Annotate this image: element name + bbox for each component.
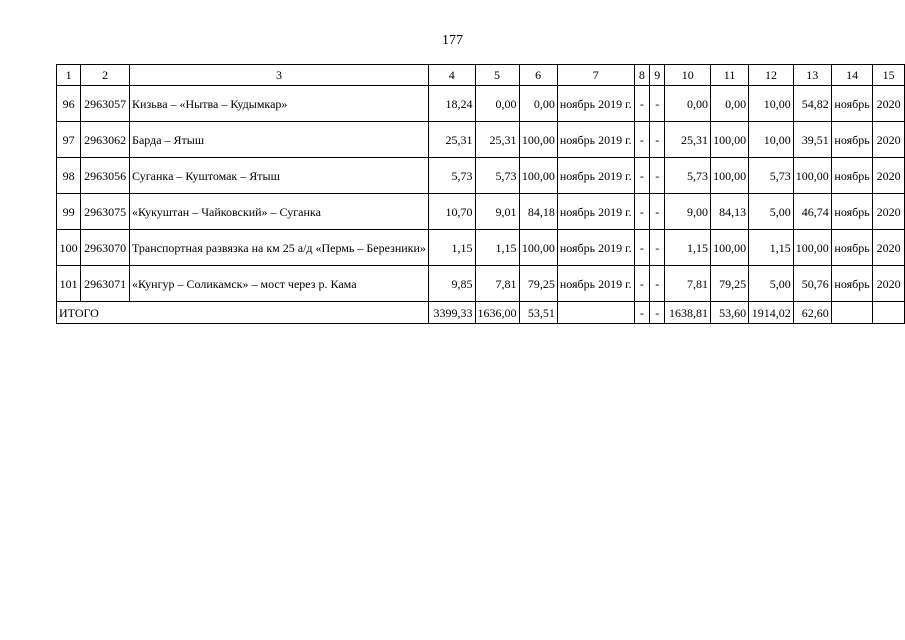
data-table <box>56 64 905 324</box>
cell-value: 9,00 <box>665 194 711 230</box>
total-value: 62,60 <box>793 302 831 324</box>
road-id: 2963056 <box>81 158 130 194</box>
row-number: 100 <box>57 230 81 266</box>
column-header: 3 <box>130 65 429 86</box>
table-row <box>57 230 905 266</box>
row-number: 99 <box>57 194 81 230</box>
column-header: 7 <box>557 65 634 86</box>
cell-value: 25,31 <box>665 122 711 158</box>
column-header: 5 <box>475 65 519 86</box>
cell-month: ноябрь <box>831 122 873 158</box>
road-name: «Кунгур – Соликамск» – мост через р. Кама <box>130 266 429 302</box>
road-name: Суганка – Куштомак – Ятыш <box>130 158 429 194</box>
column-header: 15 <box>873 65 905 86</box>
cell-date: ноябрь 2019 г. <box>557 86 634 122</box>
road-name: Транспортная развязка на км 25 а/д «Пермь – Березники» <box>130 230 429 266</box>
cell-value: 100,00 <box>519 122 557 158</box>
cell-value: 10,00 <box>749 122 794 158</box>
cell-value: - <box>634 266 649 302</box>
cell-year: 2020 <box>873 230 905 266</box>
cell-value: 84,13 <box>711 194 749 230</box>
cell-value: 50,76 <box>793 266 831 302</box>
cell-value: - <box>650 230 665 266</box>
table-row <box>57 194 905 230</box>
cell-value: 0,00 <box>665 86 711 122</box>
cell-value: 84,18 <box>519 194 557 230</box>
cell-year: 2020 <box>873 122 905 158</box>
road-id: 2963070 <box>81 230 130 266</box>
column-header: 8 <box>634 65 649 86</box>
cell-date: ноябрь 2019 г. <box>557 194 634 230</box>
cell-value: 5,00 <box>749 266 794 302</box>
cell-value: 1,15 <box>475 230 519 266</box>
cell-value: - <box>634 230 649 266</box>
cell-date: ноябрь 2019 г. <box>557 266 634 302</box>
cell-year: 2020 <box>873 266 905 302</box>
cell-date: ноябрь 2019 г. <box>557 122 634 158</box>
cell-value: 9,01 <box>475 194 519 230</box>
cell-value: 1,15 <box>749 230 794 266</box>
cell-value: 0,00 <box>519 86 557 122</box>
header-row <box>57 65 905 86</box>
cell-value: 100,00 <box>519 158 557 194</box>
column-header: 6 <box>519 65 557 86</box>
cell-value: 5,73 <box>749 158 794 194</box>
total-value: 1914,02 <box>749 302 794 324</box>
column-header: 9 <box>650 65 665 86</box>
total-label: ИТОГО <box>57 302 429 324</box>
road-id: 2963057 <box>81 86 130 122</box>
column-header: 4 <box>428 65 475 86</box>
cell-value: 5,73 <box>428 158 475 194</box>
cell-value: - <box>634 158 649 194</box>
cell-value: 25,31 <box>475 122 519 158</box>
total-row <box>57 302 905 324</box>
cell-value: 1,15 <box>665 230 711 266</box>
cell-value: - <box>650 122 665 158</box>
column-header: 10 <box>665 65 711 86</box>
cell-value: - <box>634 194 649 230</box>
column-header: 2 <box>81 65 130 86</box>
cell-value: 100,00 <box>711 230 749 266</box>
column-header: 13 <box>793 65 831 86</box>
road-name: Барда – Ятыш <box>130 122 429 158</box>
cell-value: 5,73 <box>665 158 711 194</box>
total-value: 53,51 <box>519 302 557 324</box>
table-row <box>57 158 905 194</box>
cell-value: 100,00 <box>519 230 557 266</box>
cell-month: ноябрь <box>831 230 873 266</box>
cell-value: 18,24 <box>428 86 475 122</box>
total-value: - <box>650 302 665 324</box>
cell-value: 0,00 <box>475 86 519 122</box>
table-row <box>57 122 905 158</box>
table-row <box>57 266 905 302</box>
column-header: 14 <box>831 65 873 86</box>
cell-month: ноябрь <box>831 158 873 194</box>
road-id: 2963075 <box>81 194 130 230</box>
row-number: 96 <box>57 86 81 122</box>
cell-date: ноябрь 2019 г. <box>557 158 634 194</box>
cell-value: 46,74 <box>793 194 831 230</box>
cell-value: 7,81 <box>475 266 519 302</box>
cell-year: 2020 <box>873 86 905 122</box>
cell-value: 10,00 <box>749 86 794 122</box>
cell-value: - <box>634 86 649 122</box>
cell-value: 1,15 <box>428 230 475 266</box>
total-value: 3399,33 <box>428 302 475 324</box>
column-header: 12 <box>749 65 794 86</box>
cell-value: 79,25 <box>519 266 557 302</box>
road-id: 2963062 <box>81 122 130 158</box>
road-name: Кизьва – «Нытва – Кудымкар» <box>130 86 429 122</box>
total-value: 53,60 <box>711 302 749 324</box>
cell-date: ноябрь 2019 г. <box>557 230 634 266</box>
road-id: 2963071 <box>81 266 130 302</box>
column-header: 1 <box>57 65 81 86</box>
cell-year: 2020 <box>873 194 905 230</box>
column-header: 11 <box>711 65 749 86</box>
road-name: «Кукуштан – Чайковский» – Суганка <box>130 194 429 230</box>
cell-year: 2020 <box>873 158 905 194</box>
total-value: 1636,00 <box>475 302 519 324</box>
cell-month: ноябрь <box>831 194 873 230</box>
total-value <box>557 302 634 324</box>
total-value <box>873 302 905 324</box>
cell-value: 100,00 <box>793 158 831 194</box>
cell-value: 100,00 <box>793 230 831 266</box>
cell-value: 54,82 <box>793 86 831 122</box>
cell-value: 100,00 <box>711 158 749 194</box>
cell-value: 7,81 <box>665 266 711 302</box>
row-number: 98 <box>57 158 81 194</box>
cell-value: - <box>634 122 649 158</box>
cell-value: 79,25 <box>711 266 749 302</box>
cell-value: 10,70 <box>428 194 475 230</box>
cell-value: - <box>650 266 665 302</box>
table-row <box>57 86 905 122</box>
cell-value: - <box>650 86 665 122</box>
cell-month: ноябрь <box>831 266 873 302</box>
total-value: 1638,81 <box>665 302 711 324</box>
cell-month: ноябрь <box>831 86 873 122</box>
cell-value: - <box>650 158 665 194</box>
cell-value: 0,00 <box>711 86 749 122</box>
cell-value: - <box>650 194 665 230</box>
total-value: - <box>634 302 649 324</box>
row-number: 101 <box>57 266 81 302</box>
cell-value: 5,73 <box>475 158 519 194</box>
cell-value: 100,00 <box>711 122 749 158</box>
cell-value: 39,51 <box>793 122 831 158</box>
page-number: 177 <box>442 33 463 48</box>
cell-value: 25,31 <box>428 122 475 158</box>
cell-value: 9,85 <box>428 266 475 302</box>
cell-value: 5,00 <box>749 194 794 230</box>
total-value <box>831 302 873 324</box>
row-number: 97 <box>57 122 81 158</box>
